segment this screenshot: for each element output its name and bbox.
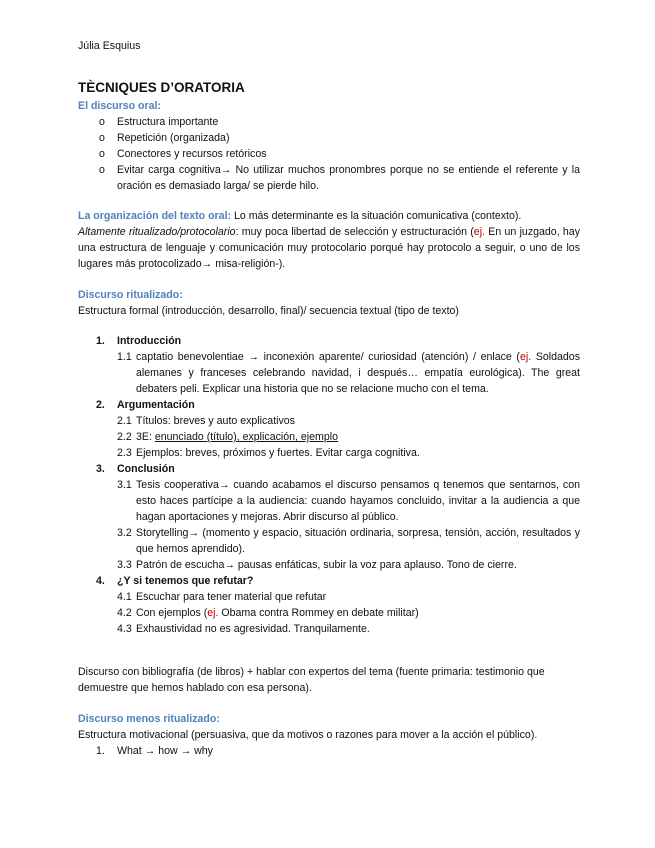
intro-text: Estructura formal (introducción, desarrollo, final)/ secuencia textual (tipo de texto)	[78, 305, 459, 317]
section-organizacion	[78, 208, 580, 272]
bullet-list	[78, 114, 580, 194]
section-heading: El discurso oral:	[78, 100, 162, 112]
list-item: o Repetición (organizada)	[99, 132, 230, 144]
bullet-marker: o	[99, 148, 105, 160]
outline-item: 4.1 Escuchar para tener material que refutar	[117, 591, 327, 603]
outline-item: 2.2 3E: enunciado (título), explicación, ejemplo	[117, 431, 338, 443]
outline-heading: 4. ¿Y si tenemos que refutar?	[96, 575, 254, 587]
intro-text: Estructura motivacional (persuasiva, que da motivos o razones para mover a la acción el público).	[78, 729, 538, 741]
outline-item: 2.1 Títulos: breves y auto explicativos	[117, 415, 295, 427]
outline-item: 1.1 captatio benevolentiae → inconexión aparente/ curiosidad (atención) / enlace (ej. Soldados alemanes y franceses celebrando navidad, i después… empatía eurológica). The great debaters peli. Explicar una historia que no se relacione mucho con el tema.	[117, 351, 580, 395]
outline-item: 3.2 Storytelling→ (momento y espacio, situación ordinaria, sorpresa, tensión, acción, resultados y que hemos aprendido).	[117, 527, 580, 555]
section-discurso-oral	[78, 98, 580, 194]
list-item: o Evitar carga cognitiva→ No utilizar muchos pronombres porque no se entiende el referente y la oración es demasiado larga/ se pierde hilo.	[99, 164, 580, 192]
outline-heading: 3. Conclusión	[96, 463, 175, 475]
outline-item: 3.3 Patrón de escucha→ pausas enfáticas, subir la voz para aplauso. Tono de cierre.	[117, 559, 517, 571]
section-heading: Discurso menos ritualizado:	[78, 713, 220, 725]
bullet-marker: o	[99, 164, 105, 176]
section-discurso-menos-ritualizado	[78, 711, 580, 759]
outline-heading: 1. Introducción	[96, 335, 182, 347]
outline-item: 3.1 Tesis cooperativa→ cuando acabamos el discurso pensamos q tenemos que sentarnos, con esto haces partícipe a la audiencia: cuando hayamos concluido, invitar a la audiencia a que hagan aportaciones y mejoras. Abrir discurso al público.	[117, 479, 580, 523]
bullet-marker: o	[99, 116, 105, 128]
section-heading: La organización del texto oral:	[78, 210, 232, 222]
section-heading-line: La organización del texto oral: Lo más determinante es la situación comunicativa (contexto).	[78, 210, 522, 222]
section-discurso-ritualizado	[78, 287, 580, 319]
numbered-outline	[78, 333, 580, 637]
outline-item: 4.2 Con ejemplos (ej. Obama contra Rommey en debate militar)	[117, 607, 419, 619]
document-title: TÈCNIQUES D’ORATORIA	[78, 80, 245, 95]
outline-item: 4.3 Exhaustividad no es agresividad. Tranquilamente.	[117, 623, 370, 635]
outline-item: 1. What → how → why	[96, 745, 213, 757]
author-name: Júlia Esquius	[78, 40, 141, 52]
list-item: o Conectores y recursos retóricos	[99, 148, 267, 160]
section-heading: Discurso ritualizado:	[78, 289, 183, 301]
list-item: o Estructura importante	[99, 116, 219, 128]
bullet-marker: o	[99, 132, 105, 144]
outline-heading: 2. Argumentación	[96, 399, 195, 411]
outline-item: 2.3 Ejemplos: breves, próximos y fuertes. Evitar carga cognitiva.	[117, 447, 420, 459]
bibliography-paragraph: Discurso con bibliografía (de libros) + hablar con expertos del tema (fuente primaria: testimonio que demuestre que hemos hablado con esa persona).	[78, 666, 545, 694]
paragraph: Altamente ritualizado/protocolario: muy poca libertad de selección y estructuración (ej. En un juzgado, hay una estructura de lenguaje y comunicación muy protocolario porqué hay protocolo a seguir, o uno de los lugares más protocolizado→ misa-religión-).	[78, 226, 580, 270]
